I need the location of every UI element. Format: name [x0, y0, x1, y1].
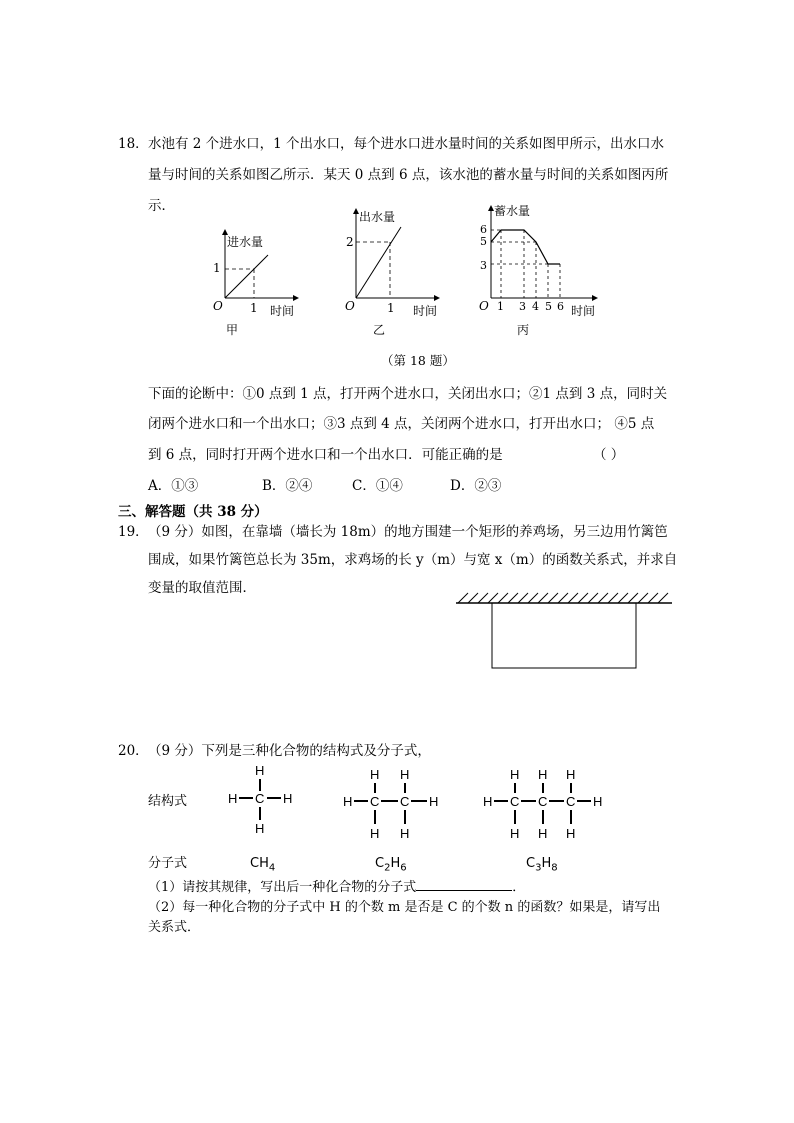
- x-tick-4: 4: [532, 300, 539, 313]
- formula-c2h6: $C_2H_6$: [375, 856, 407, 874]
- x-axis-label: 时间: [413, 304, 438, 318]
- q18-statement-line3: 到 6 点，同时打开两个进水口和一个出水口．可能正确的是: [148, 447, 503, 463]
- svg-text:H: H: [370, 767, 380, 782]
- y-axis-label: 出水量: [359, 210, 396, 224]
- structure-label: 结构式: [148, 794, 188, 809]
- svg-text:H: H: [566, 826, 576, 841]
- x-tick-label: 1: [387, 301, 395, 315]
- x-tick-5: 5: [545, 300, 552, 313]
- figure-caption: （第 18 题）: [381, 353, 455, 368]
- svg-text:H: H: [343, 794, 353, 809]
- y-tick-3: 3: [480, 259, 487, 272]
- q18-statement-line2: 闭两个进水口和一个出水口；③3 点到 4 点，关闭两个进水口，打开出水口； ④5 点: [148, 416, 655, 432]
- svg-text:C: C: [538, 794, 548, 809]
- svg-text:H: H: [538, 826, 548, 841]
- svg-text:H: H: [400, 767, 410, 782]
- graph-caption: 甲: [226, 323, 239, 337]
- graph-yi: [327, 203, 442, 341]
- svg-text:H: H: [400, 826, 410, 841]
- q19-wall-diagram: [454, 592, 674, 670]
- q20-sub2-line1: （2）每一种化合物的分子式中 H 的个数 m 是否是 C 的个数 n 的函数？如果是，请写出: [148, 900, 661, 915]
- origin-label: O: [345, 299, 355, 313]
- data-line: [225, 255, 268, 298]
- svg-text:H: H: [566, 767, 576, 782]
- svg-text:H: H: [510, 826, 520, 841]
- svg-text:H: H: [593, 794, 603, 809]
- option-a[interactable]: A．①③: [148, 478, 199, 494]
- formula-ch4: $CH_4$: [250, 856, 276, 874]
- q20-sub1: （1）请按其规律，写出后一种化合物的分子式 ．: [148, 880, 526, 895]
- y-tick-6: 6: [480, 223, 487, 236]
- svg-text:C: C: [400, 794, 410, 809]
- q20-number: 20．: [118, 743, 149, 759]
- graph-caption: 乙: [373, 323, 386, 337]
- y-tick-label: 2: [346, 235, 354, 249]
- formula-c3h8: $C_3H_8$: [526, 856, 558, 874]
- q18-statement-line1: 下面的论断中：①0 点到 1 点，打开两个进水口，关闭出水口；②1 点到 3 点，同时关: [148, 386, 668, 402]
- x-axis-label: 时间: [571, 304, 596, 318]
- svg-text:H: H: [483, 794, 493, 809]
- q19-text-line3: 变量的取值范围．: [148, 580, 256, 596]
- q19-text-line2: 围成，如果竹篱笆总长为 35m，求鸡场的长 y（m）与宽 x（m）的函数关系式，并求自: [148, 552, 678, 568]
- x-tick-label: 1: [250, 301, 258, 315]
- q20-sub2-line2: 关系式．: [148, 920, 201, 935]
- q19-number: 19．: [118, 524, 149, 540]
- svg-text:H: H: [429, 794, 439, 809]
- option-b[interactable]: B．②④: [262, 478, 313, 494]
- y-tick-5: 5: [480, 235, 487, 248]
- svg-text:H: H: [370, 826, 380, 841]
- methane-structure: [228, 763, 292, 836]
- graph-caption: 丙: [517, 323, 530, 337]
- y-axis-label: 进水量: [227, 235, 264, 249]
- svg-text:H: H: [255, 763, 265, 778]
- option-c[interactable]: C．①④: [352, 478, 403, 494]
- x-tick-1: 1: [497, 300, 504, 313]
- fence-rectangle: [492, 603, 636, 668]
- answer-blank[interactable]: [416, 878, 512, 891]
- graph-bing: [467, 200, 602, 341]
- q18-text-line2: 量与时间的关系如图乙所示．某天 0 点到 6 点，该水池的蓄水量与时间的关系如图丙所: [148, 167, 669, 183]
- q18-text-line1: 水池有 2 个进水口，1 个出水口，每个进水口进水量时间的关系如图甲所示，出水口水: [148, 136, 665, 152]
- svg-text:C: C: [255, 791, 265, 806]
- y-tick-label: 1: [213, 261, 221, 275]
- x-tick-3: 3: [519, 300, 526, 313]
- svg-text:C: C: [510, 794, 520, 809]
- section-title: 三、解答题（共 38 分）: [118, 504, 268, 520]
- svg-text:H: H: [255, 821, 265, 836]
- structures: [215, 758, 615, 842]
- answer-bracket: （ ）: [593, 447, 625, 463]
- y-axis-label: 蓄水量: [494, 204, 531, 218]
- data-line: [491, 230, 560, 264]
- x-tick-6: 6: [557, 300, 564, 313]
- svg-text:H: H: [283, 791, 293, 806]
- q19-text-line1: （9 分）如图，在靠墙（墙长为 18m）的地方围建一个矩形的养鸡场，另三边用竹篱笆: [148, 524, 668, 540]
- q18-text-line3: 示．: [148, 198, 175, 214]
- option-d[interactable]: D．②③: [450, 478, 502, 494]
- wall-hatching: [458, 593, 668, 603]
- svg-text:H: H: [228, 791, 238, 806]
- formula-label: 分子式: [148, 856, 188, 871]
- origin-label: O: [479, 299, 489, 313]
- q20-text-line1: （9 分）下列是三种化合物的结构式及分子式，: [148, 743, 431, 759]
- propane-structure: [483, 767, 602, 841]
- svg-text:H: H: [510, 767, 520, 782]
- q18-number: 18．: [118, 136, 149, 152]
- data-line: [356, 227, 401, 298]
- origin-label: O: [213, 299, 223, 313]
- svg-text:C: C: [566, 794, 576, 809]
- x-axis-label: 时间: [270, 304, 295, 318]
- svg-text:H: H: [538, 767, 548, 782]
- ethane-structure: [343, 767, 438, 841]
- svg-text:C: C: [370, 794, 380, 809]
- graph-jia: [195, 226, 305, 341]
